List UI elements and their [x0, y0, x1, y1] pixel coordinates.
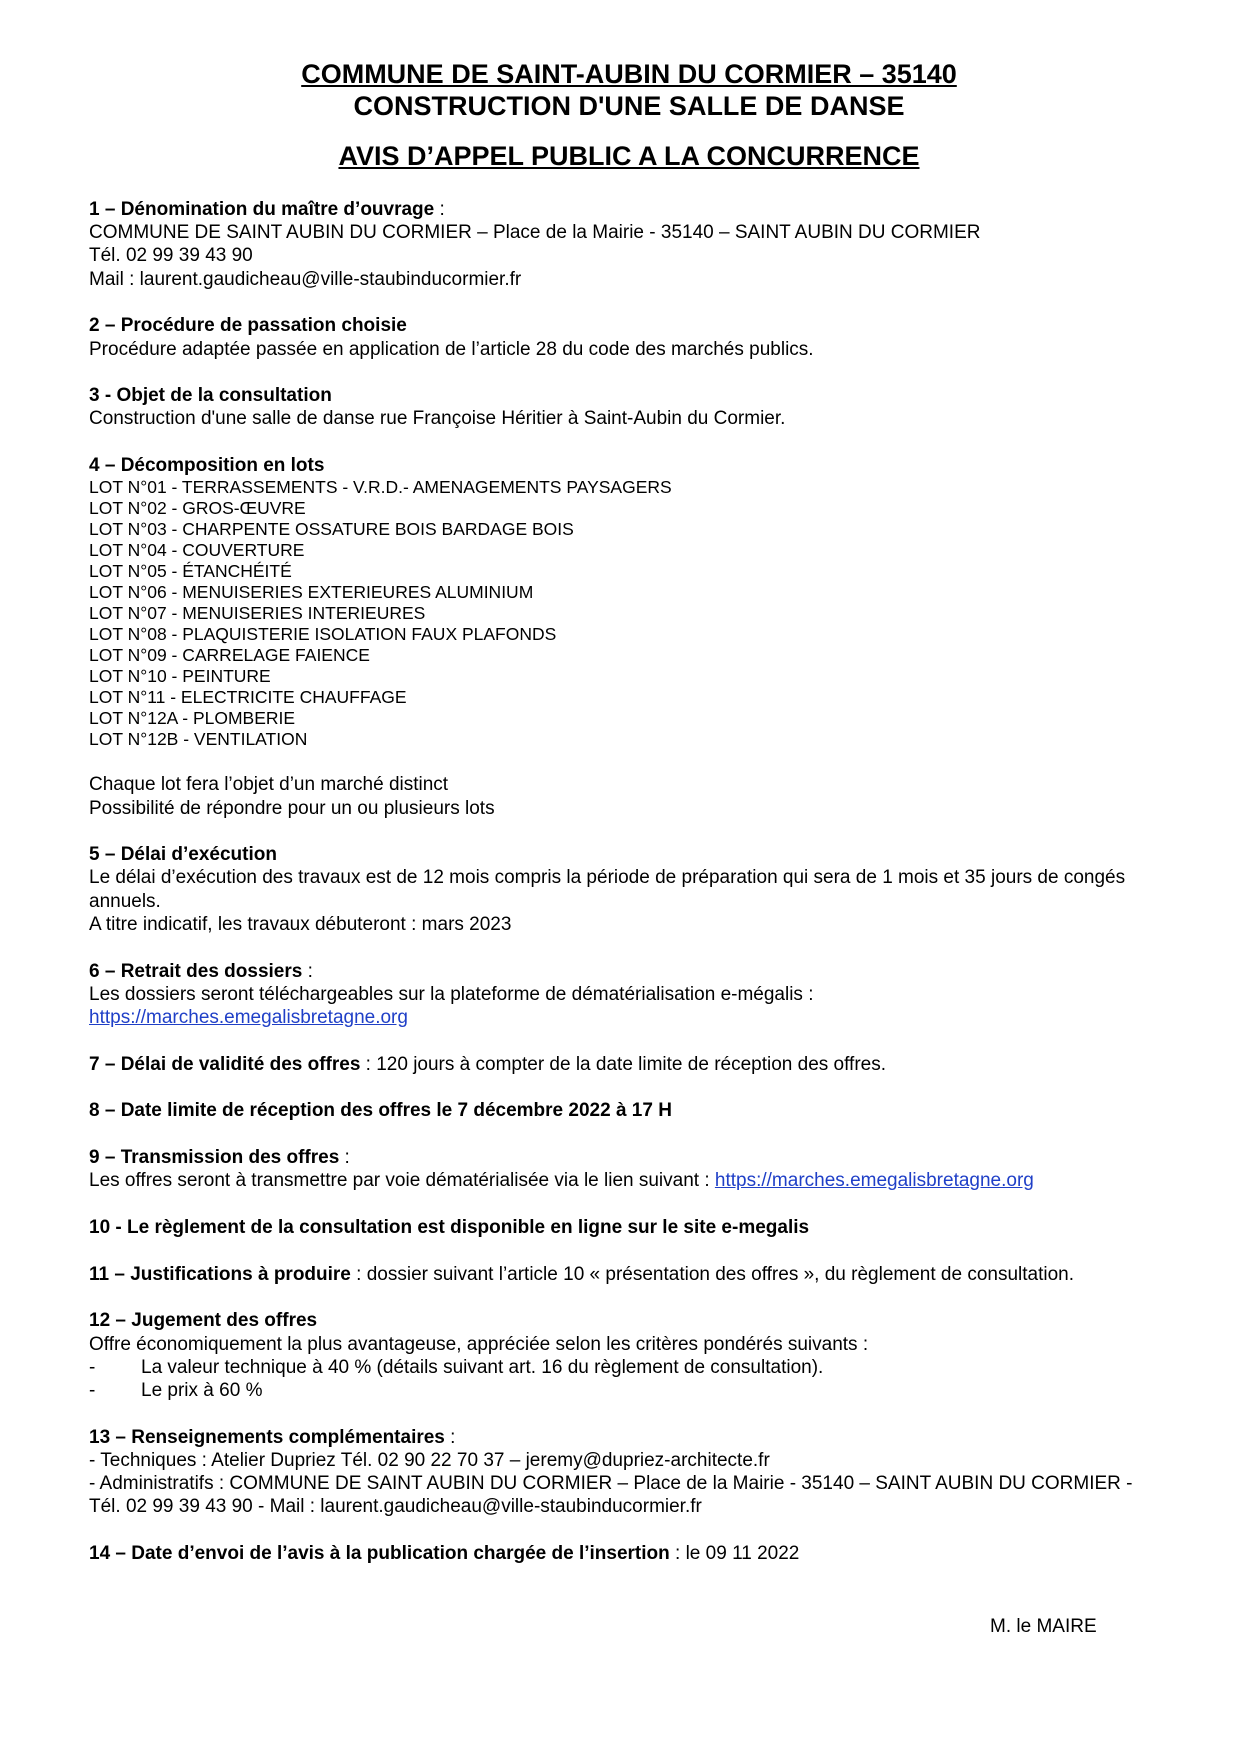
section-1-colon: :: [434, 199, 445, 220]
notice-body: [89, 198, 1169, 1565]
lot-item: LOT N°07 - MENUISERIES INTERIEURES: [89, 603, 426, 624]
section-14: [89, 1542, 1169, 1565]
section-5: [89, 843, 1169, 936]
transmission-link[interactable]: https://marches.emegalisbretagne.org: [714, 1170, 1034, 1192]
section-6-title: 6 – Retrait des dossiers: [89, 960, 303, 982]
bullet-dash: -: [89, 1356, 96, 1378]
owner-mail: Mail : laurent.gaudicheau@ville-staubinducormier.fr: [89, 268, 522, 290]
download-text: Les dossiers seront téléchargeables sur la plateforme de dématérialisation e-mégalis :: [89, 983, 814, 1005]
section-6: [89, 960, 1169, 1030]
header-project: CONSTRUCTION D'UNE SALLE DE DANSE: [353, 91, 905, 121]
lot-item: LOT N°10 - PEINTURE: [89, 666, 271, 687]
section-12-number: 12: [89, 1310, 111, 1332]
lot-item: LOT N°01 - TERRASSEMENTS - V.R.D.- AMENAGEMENTS PAYSAGERS: [89, 477, 672, 498]
bullet-dash: -: [89, 1379, 96, 1401]
justification-text: : dossier suivant l’article 10 « présentation des offres », du règlement de consultation.: [350, 1263, 1074, 1285]
object-text: Construction d'une salle de danse rue Françoise Héritier à Saint-Aubin du Cormier.: [89, 408, 786, 430]
start-date-text: A titre indicatif, les travaux débuteront : mars 2023: [89, 913, 512, 935]
emegalis-link[interactable]: https://marches.emegalisbretagne.org: [89, 1006, 408, 1028]
section-11-title: – Justifications à produire: [109, 1263, 351, 1285]
send-date: : le 09 11 2022: [669, 1543, 800, 1564]
deadline-title: 8 – Date limite de réception des offres le 7 décembre 2022 à 17 H: [89, 1100, 672, 1122]
section-3-title: 3 - Objet de la consultation: [89, 385, 332, 407]
section-6-colon: :: [302, 960, 313, 982]
section-3: [89, 384, 1169, 430]
section-9-colon: :: [339, 1147, 350, 1169]
technical-contact: - Techniques : Atelier Dupriez Tél. 02 90 22 70 37 – jeremy@dupriez-architecte.fr: [89, 1449, 770, 1471]
section-2-number: 2: [89, 315, 100, 337]
transmission-text: Les offres seront à transmettre par voie dématérialisée via le lien suivant :: [89, 1170, 715, 1192]
section-13-colon: :: [444, 1426, 456, 1448]
document-page: [89, 58, 1169, 1589]
section-5-title: 5 – Délai d’exécution: [89, 844, 277, 866]
lot-item: LOT N°08 - PLAQUISTERIE ISOLATION FAUX PLAFONDS: [89, 624, 557, 645]
lot-list: [89, 477, 1169, 750]
section-13: [89, 1426, 1169, 1519]
section-2-title: – Procédure de passation choisie: [99, 315, 407, 337]
section-12: [89, 1309, 1169, 1402]
section-1: [89, 198, 1169, 291]
lot-item: LOT N°12A - PLOMBERIE: [89, 708, 296, 729]
lots-note-distinct: Chaque lot fera l’objet d’un marché distinct: [89, 774, 449, 796]
section-4-title: 4 – Décomposition en lots: [89, 455, 325, 477]
lot-item: LOT N°02 - GROS-ŒUVRE: [89, 498, 306, 519]
lot-item: LOT N°12B - VENTILATION: [89, 729, 308, 750]
owner-address: COMMUNE DE SAINT AUBIN DU CORMIER – Place de la Mairie - 35140 – SAINT AUBIN DU CORMIER: [89, 222, 981, 244]
section-9: [89, 1146, 1169, 1192]
header-notice-title: AVIS D’APPEL PUBLIC A LA CONCURRENCE: [338, 141, 920, 171]
mayor-signature: M. le MAIRE: [990, 1616, 1097, 1637]
section-4: [89, 454, 1169, 820]
lot-item: LOT N°06 - MENUISERIES EXTERIEURES ALUMINIUM: [89, 582, 534, 603]
section-12-title: – Jugement des offres: [110, 1310, 318, 1332]
lot-item: LOT N°03 - CHARPENTE OSSATURE BOIS BARDAGE BOIS: [89, 519, 574, 540]
delay-text: Le délai d’exécution des travaux est de 12 mois compris la période de préparation qui sera de 1 mois et 35 jours de congés annuels.: [89, 867, 1126, 912]
section-14-title: – Date d’envoi de l’avis à la publication chargée de l’insertion: [110, 1543, 670, 1564]
header-commune: COMMUNE DE SAINT-AUBIN DU CORMIER – 35140: [301, 59, 957, 89]
criteria-item: [89, 1379, 1169, 1402]
owner-phone: Tél. 02 99 39 43 90: [89, 245, 253, 267]
criteria-intro: Offre économiquement la plus avantageuse, appréciée selon les critères pondérés suivants :: [89, 1333, 869, 1355]
section-13-number: 13: [89, 1426, 111, 1448]
validity-text: : 120 jours à compter de la date limite de réception des offres.: [360, 1053, 886, 1075]
criteria-price: Le prix à 60 %: [141, 1379, 263, 1401]
section-2: [89, 314, 1169, 360]
lot-item: LOT N°11 - ELECTRICITE CHAUFFAGE: [89, 687, 407, 708]
lots-note-multiple: Possibilité de répondre pour un ou plusieurs lots: [89, 797, 495, 819]
section-7-title: 7 – Délai de validité des offres: [89, 1053, 361, 1075]
section-1-title: 1 – Dénomination du maître d’ouvrage: [89, 199, 435, 220]
administrative-contact: - Administratifs : COMMUNE DE SAINT AUBIN DU CORMIER – Place de la Mairie - 35140 – SAINT AUBIN DU CORMIER - Tél. 02 99 39 43 90 - Mail : laurent.gaudicheau@ville-staubinducormier.fr: [89, 1473, 1133, 1518]
criteria-technical: La valeur technique à 40 % (détails suivant art. 16 du règlement de consultation).: [141, 1356, 824, 1378]
section-14-number: 14: [89, 1543, 111, 1564]
section-7: [89, 1053, 1169, 1076]
criteria-item: [89, 1356, 1169, 1379]
lot-item: LOT N°09 - CARRELAGE FAIENCE: [89, 645, 370, 666]
lot-item: LOT N°05 - ÉTANCHÉITÉ: [89, 561, 292, 582]
section-11-number: 11: [89, 1263, 110, 1285]
lot-item: LOT N°04 - COUVERTURE: [89, 540, 305, 561]
section-11: [89, 1263, 1169, 1286]
section-8: [89, 1099, 1169, 1122]
section-9-title: 9 – Transmission des offres: [89, 1147, 340, 1169]
section-10: [89, 1216, 1169, 1239]
section-13-title: – Renseignements complémentaires: [110, 1426, 445, 1448]
procedure-text: Procédure adaptée passée en application de l’article 28 du code des marchés publics.: [89, 338, 814, 360]
section-10-title: 10 - Le règlement de la consultation est disponible en ligne sur le site e-megalis: [89, 1216, 810, 1238]
